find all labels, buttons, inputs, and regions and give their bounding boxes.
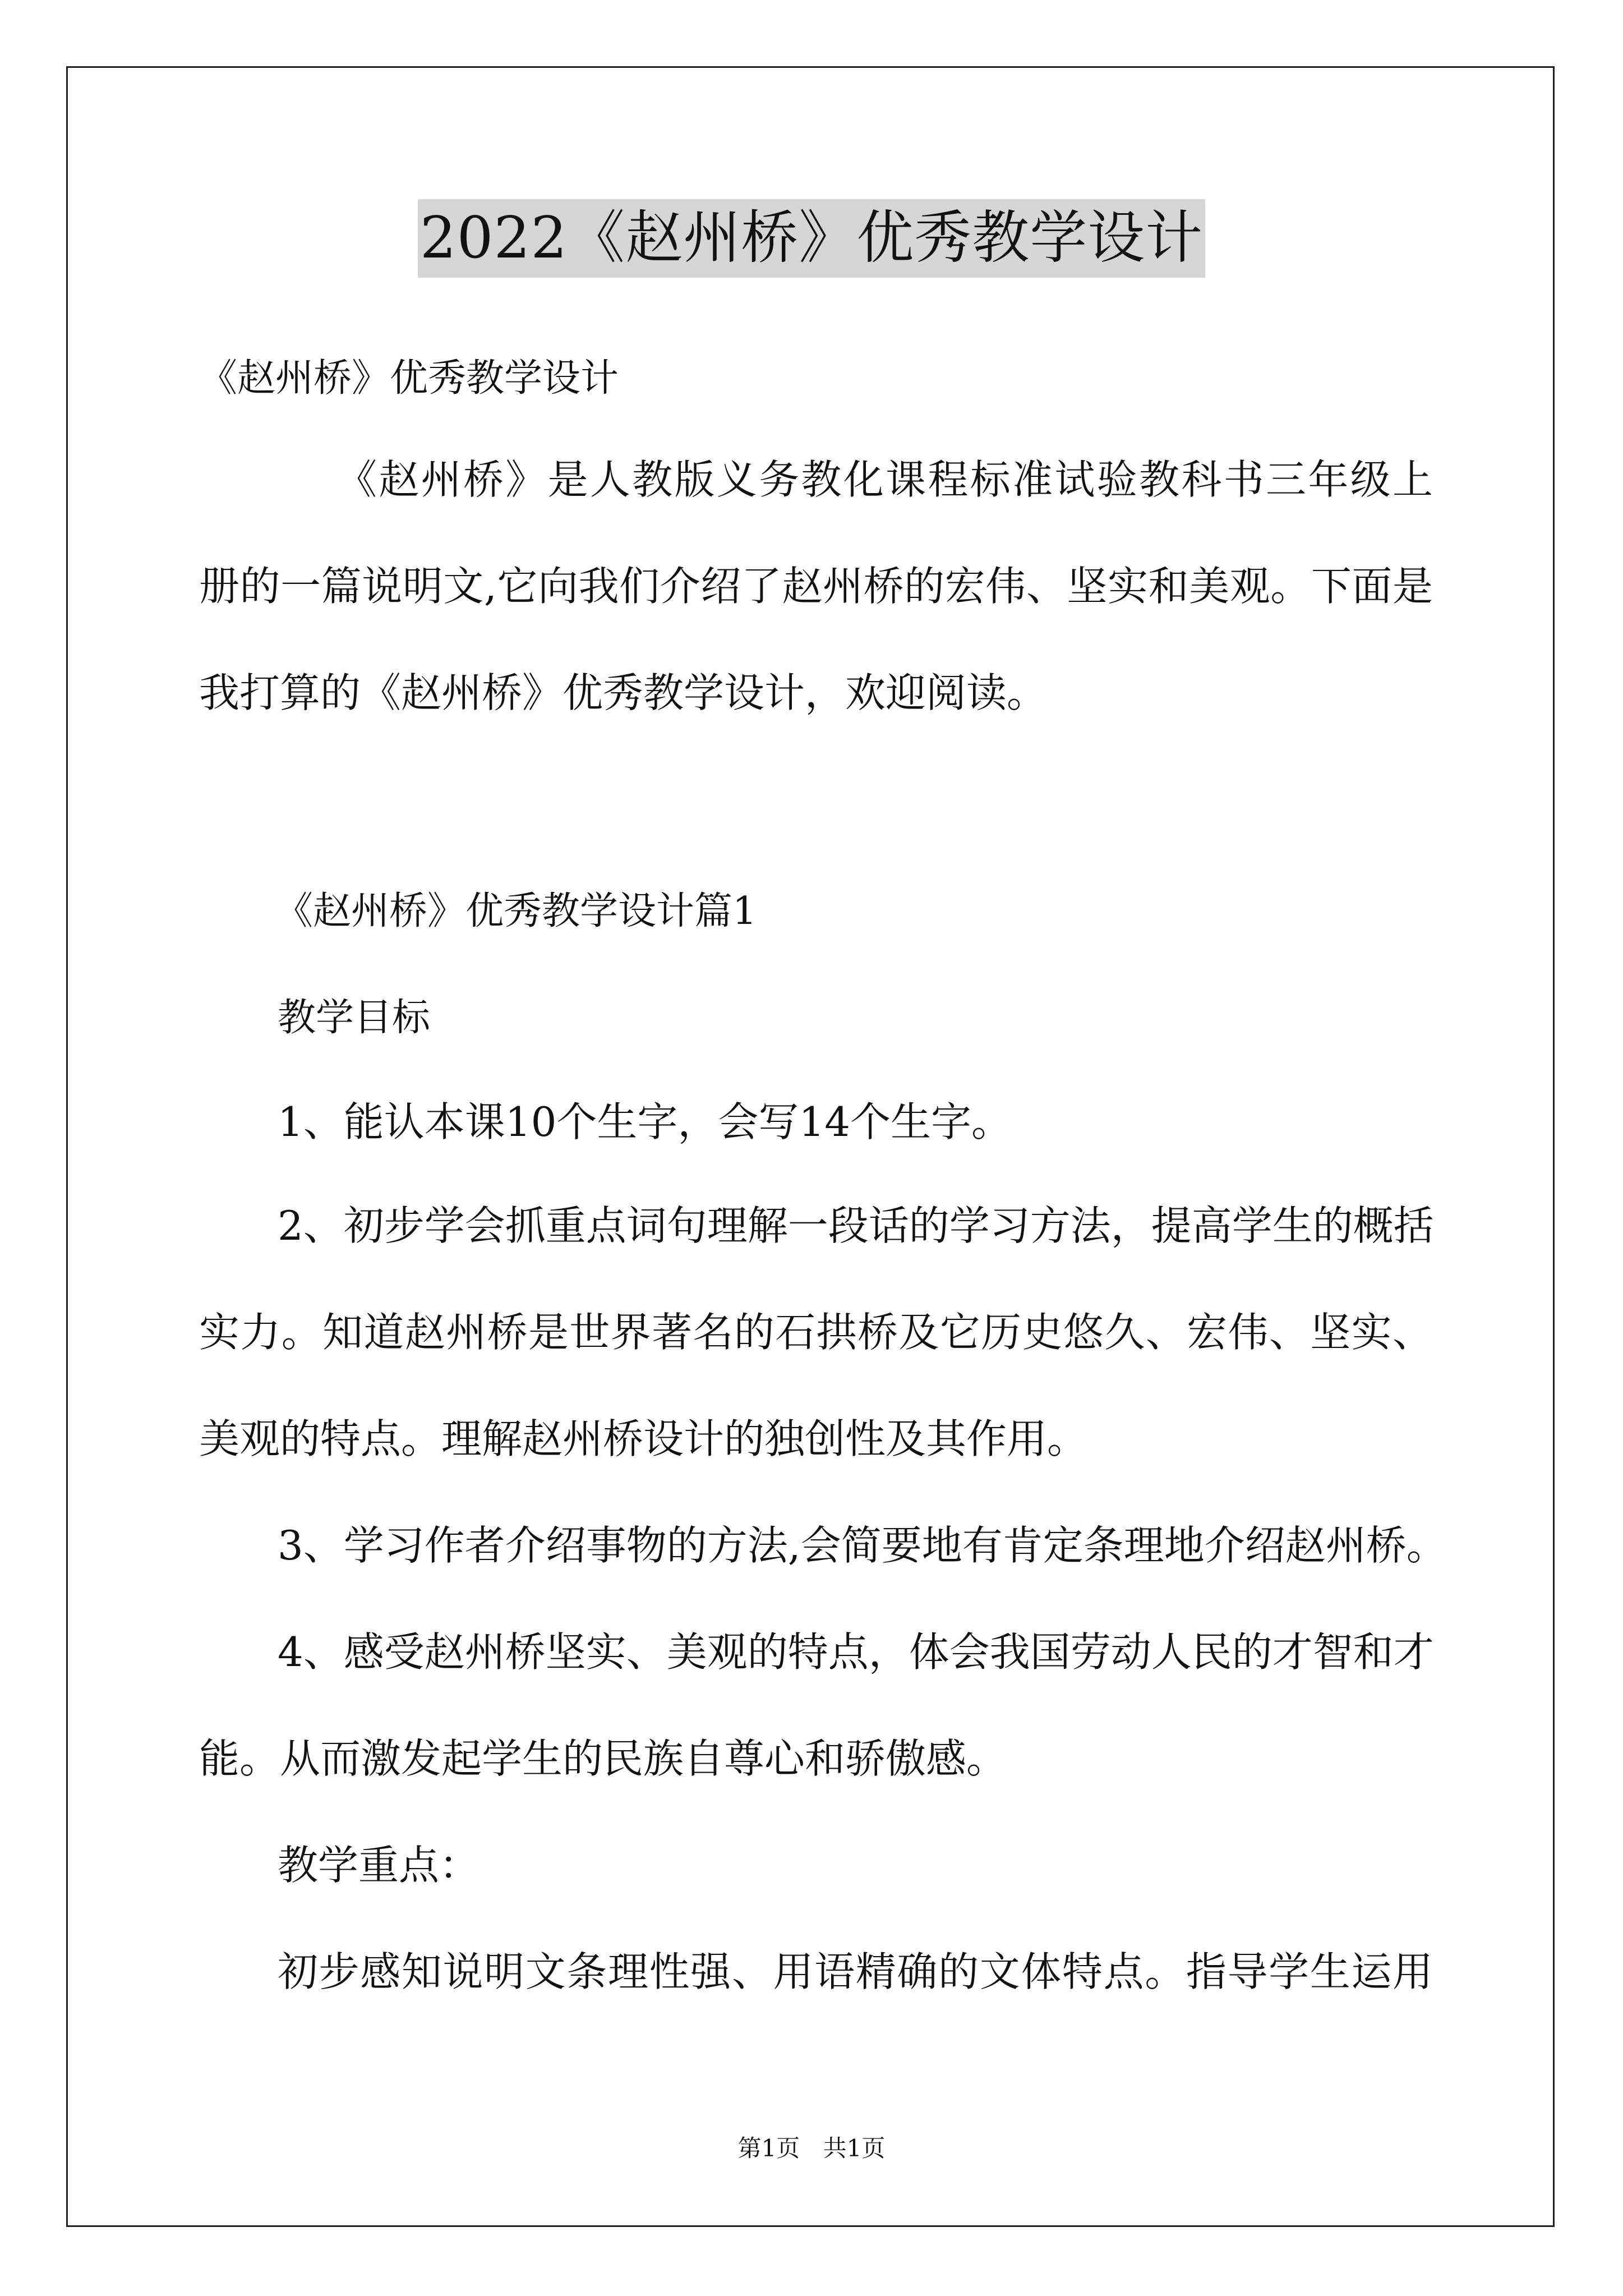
paragraph-line: 3、学习作者介绍事物的方法,会简要地有肯定条理地介绍赵州桥。 [278, 1522, 1447, 1569]
paragraph-line: 2、初步学会抓重点词句理解一段话的学习方法，提高学生的概括 [278, 1202, 1434, 1249]
paragraph-line: 教学重点： [278, 1842, 480, 1889]
page-number-current: 第1页 [737, 2134, 800, 2162]
section-heading: 《赵州桥》优秀教学设计篇1 [275, 889, 757, 933]
page-footer [0, 2132, 1623, 2165]
paragraph-line: 1、能认本课10个生字，会写14个生字。 [278, 1098, 1012, 1145]
paragraph-line: 能。从而激发起学生的民族自尊心和骄傲感。 [199, 1735, 1007, 1782]
subtitle-line: 《赵州桥》优秀教学设计 [199, 356, 619, 401]
paragraph-line: 册的一篇说明文,它向我们介绍了赵州桥的宏伟、坚实和美观。下面是 [199, 563, 1433, 610]
paragraph-line: 教学目标 [278, 996, 431, 1040]
title-wrap [0, 199, 1623, 278]
document-title: 2022《赵州桥》优秀教学设计 [418, 199, 1206, 278]
paragraph-line: 我打算的《赵州桥》优秀教学设计，欢迎阅读。 [199, 669, 1048, 716]
paragraph-line: 《赵州桥》是人教版义务教化课程标准试验教科书三年级上 [336, 456, 1433, 503]
paragraph-line: 初步感知说明文条理性强、用语精确的文体特点。指导学生运用 [278, 1948, 1433, 1995]
paragraph-line: 美观的特点。理解赵州桥设计的独创性及其作用。 [199, 1415, 1088, 1462]
paragraph-line: 4、感受赵州桥坚实、美观的特点，体会我国劳动人民的才智和才 [278, 1628, 1434, 1676]
page-number-total: 共1页 [823, 2134, 886, 2162]
paragraph-line: 实力。知道赵州桥是世界著名的石拱桥及它历史悠久、宏伟、坚实、 [199, 1309, 1433, 1356]
